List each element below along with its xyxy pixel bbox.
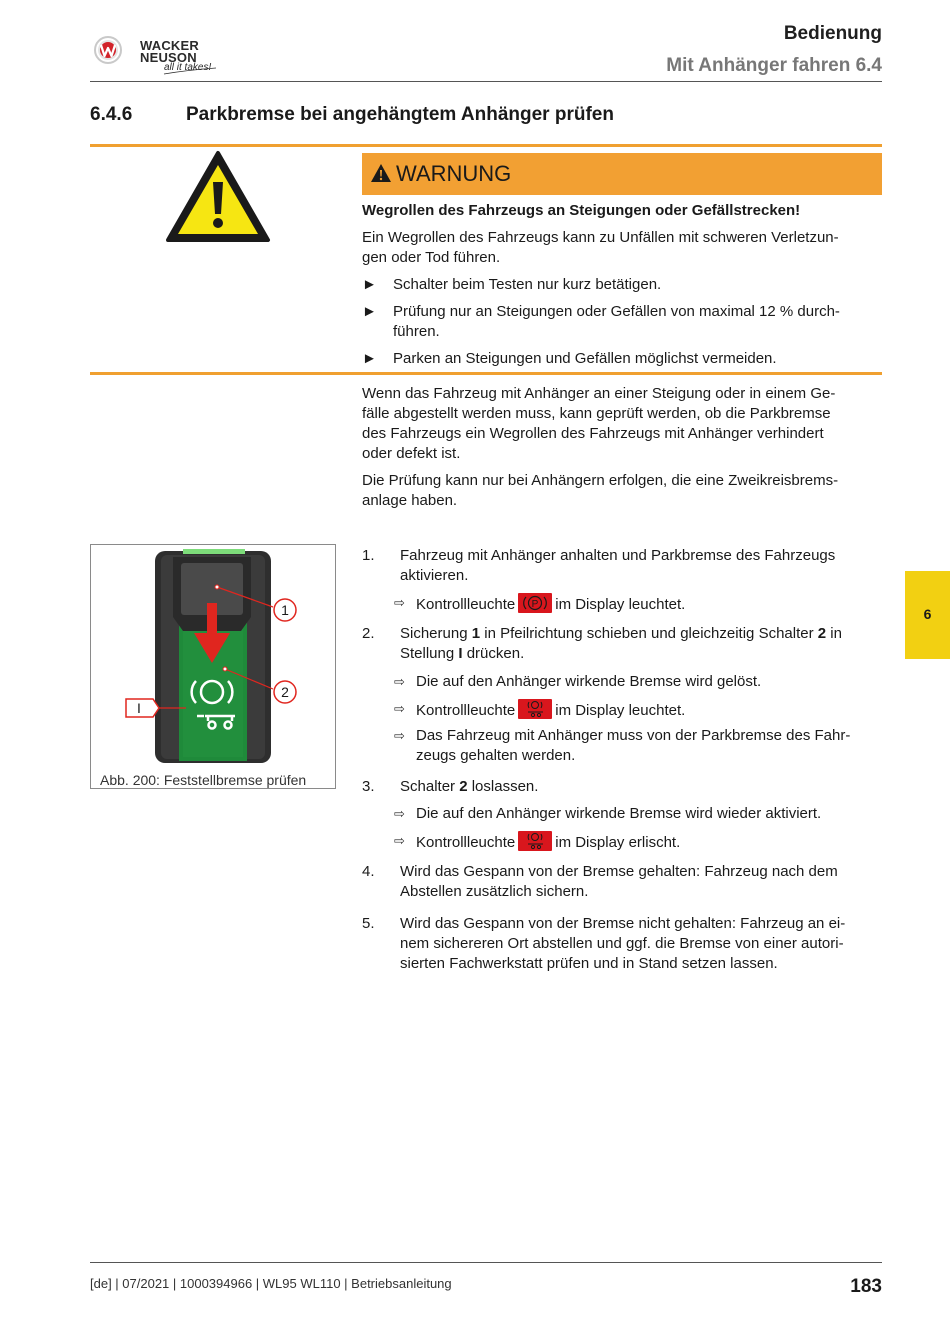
parking-brake-lamp-icon [518,593,552,613]
header-chapter-title: Mit Anhänger fahren 6.4 [666,55,882,76]
intro-paragraph: Wenn das Fahrzeug mit Anhänger an einer Steigung oder in einem Ge- fälle abgestellt werden muss, kann geprüft werden, ob die Parkbremse des Fahrzeugs ein Wegrollen des Fahrzeugs mit Anhänger verhindert oder defekt ist. [362,385,836,462]
position-label: I [137,700,141,716]
brand-name-line2: NEUSON [140,50,197,65]
step-number: 2. [362,625,375,642]
callout-1-label: 1 [281,602,289,618]
result-text: Kontrollleuchte im Display leuchtet. [416,699,882,721]
bullet-arrow-icon: ► [362,276,377,293]
warning-bullet-text: Prüfung nur an Steigungen oder Gefällen von maximal 12 % durch- führen. [393,303,840,340]
result-arrow-icon: ⇨ [394,833,405,848]
callout-2-label: 2 [281,684,289,700]
step-text: Sicherung 1 in Pfeilrichtung schieben und gleichzeitig Schalter 2 in Stellung I drücken. [400,625,842,662]
warning-subtitle: Wegrollen des Fahrzeugs an Steigungen oder Gefällstrecken! [362,202,801,219]
result-text: Kontrollleuchte im Display erlischt. [416,831,882,853]
warning-description-line1: Ein Wegrollen des Fahrzeugs kann zu Unfällen mit schweren Verletzun- [362,229,839,246]
warning-triangle-icon [165,150,271,244]
step-text: Schalter 2 loslassen. [400,778,539,795]
svg-text:P: P [531,599,539,610]
warning-description [362,228,882,268]
result-arrow-icon: ⇨ [394,701,405,716]
footer-divider [90,1262,882,1263]
brake-switch-illustration [91,545,335,767]
chapter-tab [905,571,950,659]
chapter-tab-label: 6 [923,606,932,622]
section-title: Parkbremse bei angehängtem Anhänger prüfen [186,104,614,125]
bullet-arrow-icon: ► [362,303,377,320]
header-section-title: Bedienung [783,23,882,44]
section-number: 6.4.6 [90,104,133,125]
step-number: 5. [362,915,375,932]
warning-small-icon [370,163,392,183]
warning-bottom-rule [90,372,882,375]
step-number: 1. [362,547,375,564]
result-arrow-icon: ⇨ [394,728,405,743]
brand-name-line1: WACKER [140,38,199,53]
trailer-brake-lamp-icon [518,831,552,851]
bullet-arrow-icon: ► [362,350,377,367]
step-text: Fahrzeug mit Anhänger anhalten und Parkbremse des Fahrzeugs aktivieren. [400,547,836,584]
header-divider [90,81,882,82]
step-text: Wird das Gespann von der Bremse gehalten: Fahrzeug nach dem Abstellen zusätzlich sichern. [400,863,838,900]
result-text: Die auf den Anhänger wirkende Bremse wird gelöst. [416,673,762,690]
page-number: 183 [850,1276,882,1297]
step-number: 3. [362,778,375,795]
result-arrow-icon: ⇨ [394,674,405,689]
warning-top-rule [90,144,882,147]
step-text: Wird das Gespann von der Bremse nicht gehalten: Fahrzeug an ei- nem sichereren Ort abstellen und ggf. die Bremse von einer autori- sierten Fachwerkstatt prüfen und in Stand setzen lassen. [400,915,846,972]
result-text: Die auf den Anhänger wirkende Bremse wird wieder aktiviert. [416,805,822,822]
warning-description-line2: gen oder Tod führen. [362,249,501,266]
brand-tagline: all it takes! [164,62,212,73]
result-text: Das Fahrzeug mit Anhänger muss von der Parkbremse des Fahr- zeugs gehalten werden. [416,727,851,764]
result-arrow-icon: ⇨ [394,595,405,610]
warning-bullet-text: Schalter beim Testen nur kurz betätigen. [393,276,662,293]
step-number: 4. [362,863,375,880]
trailer-brake-lamp-icon [518,699,552,719]
warning-banner [362,153,882,195]
footer-text: [de] | 07/2021 | 1000394966 | WL95 WL110 | Betriebsanleitung [90,1276,452,1291]
warning-bullet-text: Parken an Steigungen und Gefällen möglichst vermeiden. [393,350,777,367]
position-label-marker [126,699,159,717]
warning-label: WARNUNG [396,161,512,186]
result-text: Kontrollleuchte P im Display leuchtet. [416,593,882,615]
figure-caption: Abb. 200: Feststellbremse prüfen [100,772,307,788]
result-arrow-icon: ⇨ [394,806,405,821]
intro-paragraph: Die Prüfung kann nur bei Anhängern erfolgen, die eine Zweikreisbrems- anlage haben. [362,472,839,509]
